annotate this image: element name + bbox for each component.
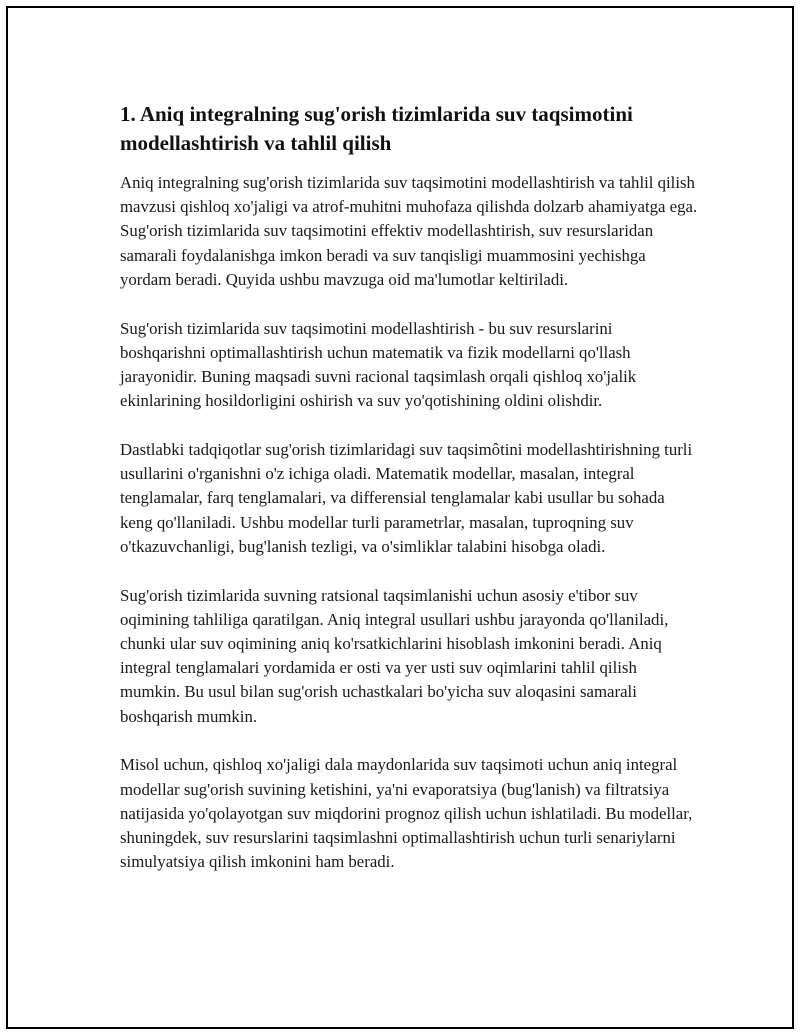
paragraph-2: Sug'orish tizimlarida suv taqsimotini modellashtirish - bu suv resurslarini boshqarishni optimallashtirish uchun matematik va fizik modellarni qo'llash jarayonidir. Buning maqsadi suvni racional taqsimlash orqali qishloq xo'jalik ekinlarining hosildorligini oshirish va suv yo'qotishining oldini olishdir. xyxy=(120,318,637,411)
paragraph-5: Misol uchun, qishloq xo'jaligi dala maydonlarida suv taqsimoti uchun aniq integral modellar sug'orish suvining ketishini, ya'ni evaporatsiya (bug'lanish) va filtratsiya natijasida yo'qolayotgan suv miqdorini prognoz qilish uchun ishlatiladi. Bu modellar, shuningdek, suv resurslarini taqsimlashni optimallashtirish uchun turli senariylarni simulyatsiya qilish imkonini ham beradi. xyxy=(120,755,693,872)
document-title: 1. Aniq integralning sug'orish tizimlarida suv taqsimotini modellashtirish va tahlil qilish xyxy=(120,102,633,155)
page-frame xyxy=(6,6,794,1029)
paragraph-3: Dastlabki tadqiqotlar sug'orish tizimlaridagi suv taqsimôtini modellashtirishning turli usullarini o'rganishni o'z ichiga oladi. Matematik modellar, masalan, integral tenglamalar, farq tenglamalari, va differensial tenglamalar kabi usullar bu sohada keng qo'llaniladi. Ushbu modellar turli parametrlar, masalan, tuproqning suv o'tkazuvchanligi, bug'lanish tezligi, va o'simliklar talabini hisobga oladi. xyxy=(120,440,693,556)
document-body xyxy=(120,100,700,899)
paragraph-1: Aniq integralning sug'orish tizimlarida suv taqsimotini modellashtirish va tahlil qilish mavzusi qishloq xo'jaligi va atrof-muhitni muhofaza qilishda dolzarb ahamiyatga ega. Sug'orish tizimlarida suv taqsimotini effektiv modellashtirish, suv resurslaridan samarali foydalanishga imkon beradi va suv tanqisligi muammosini yechishga yordam beradi. Quyida ushbu mavzuga oid ma'lumotlar keltiriladi. xyxy=(120,173,698,289)
paragraph-4: Sug'orish tizimlarida suvning ratsional taqsimlanishi uchun asosiy e'tibor suv oqimining tahliliga qaratilgan. Aniq integral usullari ushbu jarayonda qo'llaniladi, chunki ular suv oqimining aniq ko'rsatkichlarini hisoblash imkonini beradi. Aniq integral tenglamalari yordamida er osti va yer usti suv oqimlarini tahlil qilish mumkin. Bu usul bilan sug'orish uchastkalari bo'yicha suv aloqasini samarali boshqarish mumkin. xyxy=(120,585,669,726)
